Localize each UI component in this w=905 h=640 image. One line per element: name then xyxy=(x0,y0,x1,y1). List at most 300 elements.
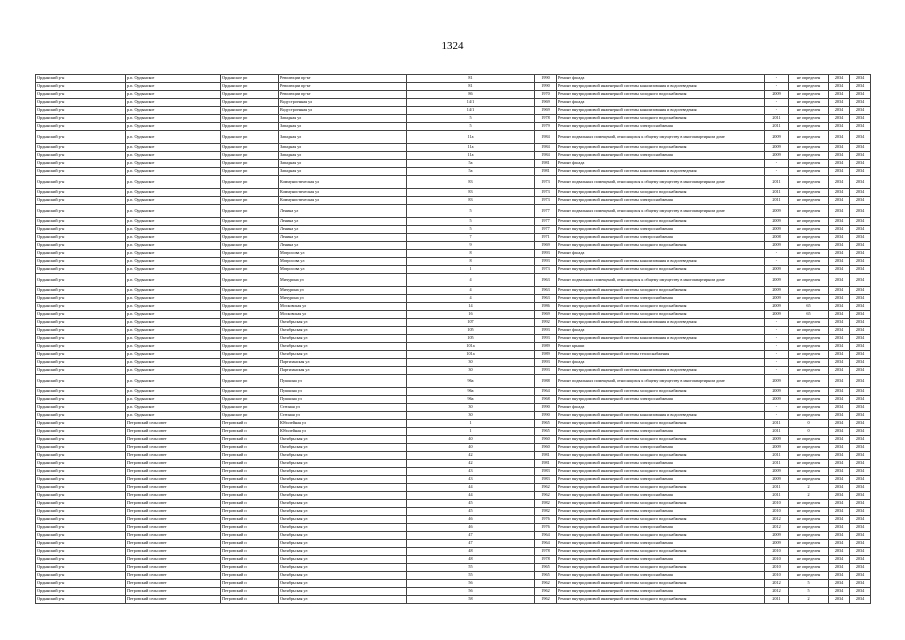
cell-year-built: 1964 xyxy=(535,532,557,540)
cell-municipality: р.п. Ордынское xyxy=(126,189,221,197)
cell-year-built: 1990 xyxy=(535,83,557,91)
cell-cost: не определен xyxy=(789,99,829,107)
cell-plan-start: 2034 xyxy=(829,596,850,604)
cell-cost: не определен xyxy=(789,107,829,115)
cell-year-built: 1962 xyxy=(535,492,557,500)
cell-street: Ленина ул xyxy=(279,226,407,234)
cell-street: Юбилейная ул xyxy=(279,428,407,436)
cell-plan-end: 2034 xyxy=(850,115,871,123)
cell-street: Ленина ул xyxy=(279,218,407,226)
cell-plan-end: 2034 xyxy=(850,327,871,335)
cell-plan-start: 2034 xyxy=(829,572,850,580)
cell-last-repair-year: 2009 xyxy=(765,152,789,160)
cell-house-number: 8 xyxy=(407,250,535,258)
cell-street: Московская ул xyxy=(279,311,407,319)
cell-district: Ордынский р-н xyxy=(36,250,126,258)
cell-last-repair-year: 2010 xyxy=(765,572,789,580)
cell-plan-end: 2034 xyxy=(850,436,871,444)
cell-cost: не определен xyxy=(789,123,829,131)
cell-last-repair-year: 2009 xyxy=(765,476,789,484)
cell-last-repair-year: 2012 xyxy=(765,516,789,524)
cell-plan-end: 2034 xyxy=(850,548,871,556)
cell-municipality: Петровский сельсовет xyxy=(126,460,221,468)
cell-plan-end: 2034 xyxy=(850,588,871,596)
cell-plan-end: 2034 xyxy=(850,266,871,274)
cell-plan-end: 2034 xyxy=(850,412,871,420)
cell-year-built: 1962 xyxy=(535,596,557,604)
cell-plan-start: 2034 xyxy=(829,500,850,508)
cell-plan-end: 2034 xyxy=(850,572,871,580)
cell-year-built: 1977 xyxy=(535,205,557,218)
table-row xyxy=(36,258,871,266)
cell-last-repair-year: - xyxy=(765,367,789,375)
table-row xyxy=(36,492,871,500)
cell-plan-end: 2034 xyxy=(850,524,871,532)
cell-cost: не определен xyxy=(789,131,829,144)
cell-district: Ордынский р-н xyxy=(36,258,126,266)
table-row xyxy=(36,359,871,367)
cell-cost: не определен xyxy=(789,452,829,460)
cell-cost: 65 xyxy=(789,303,829,311)
cell-year-built: 1984 xyxy=(535,144,557,152)
cell-year-built: 1976 xyxy=(535,516,557,524)
cell-year-built: 1963 xyxy=(535,295,557,303)
cell-house-number: 47 xyxy=(407,532,535,540)
table-row xyxy=(36,176,871,189)
cell-work-type: Ремонт внутридомовой инженерной системы электроснабжения xyxy=(557,152,765,160)
cell-municipality: р.п. Ордынское xyxy=(126,266,221,274)
cell-year-built: 1969 xyxy=(535,311,557,319)
cell-house-number: 11а xyxy=(407,144,535,152)
cell-settlement: Петровский п xyxy=(221,436,279,444)
cell-cost: не определен xyxy=(789,564,829,572)
cell-plan-start: 2034 xyxy=(829,75,850,83)
cell-municipality: р.п. Ордынское xyxy=(126,335,221,343)
cell-last-repair-year: 2011 xyxy=(765,596,789,604)
cell-street: Западная ул xyxy=(279,123,407,131)
cell-settlement: Петровский п xyxy=(221,580,279,588)
cell-last-repair-year: - xyxy=(765,404,789,412)
table-row xyxy=(36,524,871,532)
cell-plan-end: 2034 xyxy=(850,218,871,226)
cell-year-built: 1989 xyxy=(535,343,557,351)
cell-house-number: 101а xyxy=(407,351,535,359)
cell-district: Ордынский р-н xyxy=(36,436,126,444)
cell-work-type: Ремонт внутридомовой инженерной системы канализования и водоотведения xyxy=(557,367,765,375)
cell-last-repair-year: - xyxy=(765,99,789,107)
cell-work-type: Ремонт внутридомовой инженерной системы холодного водоснабжения xyxy=(557,548,765,556)
cell-plan-end: 2034 xyxy=(850,420,871,428)
cell-plan-start: 2034 xyxy=(829,107,850,115)
cell-last-repair-year: - xyxy=(765,319,789,327)
cell-district: Ордынский р-н xyxy=(36,548,126,556)
table-row xyxy=(36,343,871,351)
cell-settlement: Ордынское рп xyxy=(221,168,279,176)
cell-cost: не определен xyxy=(789,548,829,556)
cell-year-built: 1962 xyxy=(535,580,557,588)
cell-work-type: Ремонт фасада xyxy=(557,327,765,335)
cell-district: Ордынский р-н xyxy=(36,115,126,123)
cell-street: Октябрьская ул xyxy=(279,564,407,572)
cell-district: Ордынский р-н xyxy=(36,556,126,564)
cell-house-number: 7 xyxy=(407,234,535,242)
cell-cost: не определен xyxy=(789,572,829,580)
cell-cost: не определен xyxy=(789,144,829,152)
table-row xyxy=(36,367,871,375)
cell-plan-start: 2034 xyxy=(829,311,850,319)
cell-district: Ордынский р-н xyxy=(36,274,126,287)
cell-plan-end: 2034 xyxy=(850,492,871,500)
cell-work-type: Ремонт подвальных помещений, относящихся к общему имуществу в многоквартирном доме xyxy=(557,205,765,218)
cell-street: Октябрьская ул xyxy=(279,436,407,444)
cell-house-number: 42 xyxy=(407,452,535,460)
cell-house-number: 5 xyxy=(407,115,535,123)
cell-house-number: 14 xyxy=(407,303,535,311)
cell-settlement: Ордынское рп xyxy=(221,83,279,91)
cell-cost: не определен xyxy=(789,176,829,189)
cell-street: Октябрьская ул xyxy=(279,572,407,580)
cell-municipality: Петровский сельсовет xyxy=(126,468,221,476)
cell-settlement: Ордынское рп xyxy=(221,258,279,266)
cell-work-type: Ремонт внутридомовой инженерной системы холодного водоснабжения xyxy=(557,287,765,295)
table-row xyxy=(36,83,871,91)
table-row xyxy=(36,123,871,131)
cell-last-repair-year: 2008 xyxy=(765,234,789,242)
cell-municipality: Петровский сельсовет xyxy=(126,564,221,572)
cell-street: Октябрьская ул xyxy=(279,492,407,500)
cell-plan-start: 2034 xyxy=(829,226,850,234)
cell-settlement: Петровский п xyxy=(221,492,279,500)
cell-municipality: Петровский сельсовет xyxy=(126,572,221,580)
cell-year-built: 1977 xyxy=(535,226,557,234)
cell-plan-start: 2034 xyxy=(829,131,850,144)
cell-cost: не определен xyxy=(789,205,829,218)
cell-plan-end: 2034 xyxy=(850,75,871,83)
cell-last-repair-year: 2009 xyxy=(765,131,789,144)
cell-plan-end: 2034 xyxy=(850,452,871,460)
cell-cost: не определен xyxy=(789,250,829,258)
cell-work-type: Ремонт внутридомовой инженерной системы холодного водоснабжения xyxy=(557,144,765,152)
cell-district: Ордынский р-н xyxy=(36,303,126,311)
cell-settlement: Ордынское рп xyxy=(221,404,279,412)
cell-street: Матросова ул xyxy=(279,258,407,266)
cell-plan-start: 2034 xyxy=(829,351,850,359)
cell-year-built: 1984 xyxy=(535,131,557,144)
cell-cost: не определен xyxy=(789,556,829,564)
cell-cost: не определен xyxy=(789,152,829,160)
cell-cost: не определен xyxy=(789,160,829,168)
table-row xyxy=(36,107,871,115)
cell-last-repair-year: 2009 xyxy=(765,91,789,99)
cell-district: Ордынский р-н xyxy=(36,596,126,604)
cell-cost: не определен xyxy=(789,327,829,335)
cell-work-type: Ремонт внутридомовой инженерной системы канализования и водоотведения xyxy=(557,258,765,266)
cell-work-type: Ремонт подвальных помещений, относящихся к общему имуществу в многоквартирном доме xyxy=(557,176,765,189)
cell-house-number: 4 xyxy=(407,295,535,303)
table-row xyxy=(36,396,871,404)
cell-settlement: Ордынское рп xyxy=(221,99,279,107)
table-row xyxy=(36,335,871,343)
table-row xyxy=(36,75,871,83)
table-row xyxy=(36,205,871,218)
cell-house-number: 43 xyxy=(407,476,535,484)
cell-street: Октябрьская ул xyxy=(279,508,407,516)
cell-settlement: Петровский п xyxy=(221,564,279,572)
cell-work-type: Ремонт внутридомовой инженерной системы электроснабжения xyxy=(557,396,765,404)
cell-district: Ордынский р-н xyxy=(36,189,126,197)
cell-year-built: 1969 xyxy=(535,99,557,107)
cell-settlement: Петровский п xyxy=(221,532,279,540)
cell-work-type: Ремонт внутридомовой инженерной системы холодного водоснабжения xyxy=(557,189,765,197)
cell-settlement: Ордынское рп xyxy=(221,115,279,123)
cell-work-type: Ремонт фасада xyxy=(557,404,765,412)
cell-street: Октябрьская ул xyxy=(279,452,407,460)
cell-cost: не определен xyxy=(789,404,829,412)
cell-plan-end: 2034 xyxy=(850,176,871,189)
cell-street: Ленина ул xyxy=(279,234,407,242)
cell-work-type: Ремонт внутридомовой инженерной системы холодного водоснабжения xyxy=(557,218,765,226)
cell-plan-end: 2034 xyxy=(850,242,871,250)
cell-street: Юбилейная ул xyxy=(279,420,407,428)
cell-house-number: 8 xyxy=(407,258,535,266)
cell-plan-start: 2034 xyxy=(829,303,850,311)
cell-plan-end: 2034 xyxy=(850,83,871,91)
cell-house-number: 86 xyxy=(407,91,535,99)
cell-house-number: 1 xyxy=(407,266,535,274)
cell-cost: не определен xyxy=(789,444,829,452)
cell-last-repair-year: 2010 xyxy=(765,548,789,556)
cell-settlement: Петровский п xyxy=(221,484,279,492)
cell-last-repair-year: 2010 xyxy=(765,564,789,572)
cell-settlement: Ордынское рп xyxy=(221,160,279,168)
cell-settlement: Петровский п xyxy=(221,524,279,532)
cell-house-number: 30 xyxy=(407,367,535,375)
cell-settlement: Ордынское рп xyxy=(221,107,279,115)
cell-last-repair-year: - xyxy=(765,343,789,351)
cell-street: Матросова ул xyxy=(279,250,407,258)
cell-year-built: 1981 xyxy=(535,460,557,468)
cell-district: Ордынский р-н xyxy=(36,144,126,152)
cell-district: Ордынский р-н xyxy=(36,83,126,91)
cell-work-type: Ремонт внутридомовой инженерной системы холодного водоснабжения xyxy=(557,532,765,540)
cell-settlement: Ордынское рп xyxy=(221,242,279,250)
cell-plan-start: 2034 xyxy=(829,367,850,375)
table-row xyxy=(36,234,871,242)
cell-cost: не определен xyxy=(789,351,829,359)
cell-cost: не определен xyxy=(789,388,829,396)
cell-plan-start: 2034 xyxy=(829,396,850,404)
cell-street: Западная ул xyxy=(279,131,407,144)
cell-year-built: 1969 xyxy=(535,242,557,250)
cell-settlement: Ордынское рп xyxy=(221,359,279,367)
cell-municipality: Петровский сельсовет xyxy=(126,484,221,492)
cell-work-type: Ремонт внутридомовой инженерной системы электроснабжения xyxy=(557,524,765,532)
cell-work-type: Ремонт фасада xyxy=(557,160,765,168)
cell-municipality: р.п. Ордынское xyxy=(126,197,221,205)
cell-plan-start: 2034 xyxy=(829,205,850,218)
table-row xyxy=(36,484,871,492)
cell-work-type: Ремонт внутридомовой инженерной системы канализования и водоотведения xyxy=(557,319,765,327)
cell-plan-start: 2034 xyxy=(829,468,850,476)
table-row xyxy=(36,588,871,596)
cell-work-type: Ремонт фасада xyxy=(557,99,765,107)
cell-plan-start: 2034 xyxy=(829,91,850,99)
cell-plan-end: 2034 xyxy=(850,508,871,516)
cell-district: Ордынский р-н xyxy=(36,295,126,303)
cell-municipality: р.п. Ордынское xyxy=(126,404,221,412)
cell-settlement: Ордынское рп xyxy=(221,303,279,311)
cell-work-type: Ремонт подвальных помещений, относящихся к общему имуществу в многоквартирном доме xyxy=(557,274,765,287)
cell-house-number: 44 xyxy=(407,492,535,500)
cell-municipality: р.п. Ордынское xyxy=(126,388,221,396)
table-row xyxy=(36,160,871,168)
cell-year-built: 1973 xyxy=(535,189,557,197)
cell-house-number: 43 xyxy=(407,468,535,476)
cell-house-number: 45 xyxy=(407,508,535,516)
cell-cost: не определен xyxy=(789,91,829,99)
cell-district: Ордынский р-н xyxy=(36,123,126,131)
cell-house-number: 81 xyxy=(407,83,535,91)
cell-cost: не определен xyxy=(789,468,829,476)
cell-settlement: Ордынское рп xyxy=(221,75,279,83)
cell-municipality: р.п. Ордынское xyxy=(126,319,221,327)
cell-last-repair-year: 2009 xyxy=(765,396,789,404)
cell-plan-end: 2034 xyxy=(850,319,871,327)
cell-plan-end: 2034 xyxy=(850,99,871,107)
cell-cost: не определен xyxy=(789,319,829,327)
cell-settlement: Ордынское рп xyxy=(221,274,279,287)
cell-year-built: 1981 xyxy=(535,452,557,460)
cell-street: Коммунистическая ул xyxy=(279,189,407,197)
cell-district: Ордынский р-н xyxy=(36,540,126,548)
table-row xyxy=(36,580,871,588)
cell-house-number: 5 xyxy=(407,226,535,234)
cell-plan-end: 2034 xyxy=(850,404,871,412)
cell-house-number: 4 xyxy=(407,274,535,287)
cell-street: Октябрьская ул xyxy=(279,500,407,508)
cell-year-built: 1965 xyxy=(535,420,557,428)
cell-year-built: 1973 xyxy=(535,176,557,189)
cell-municipality: р.п. Ордынское xyxy=(126,168,221,176)
cell-plan-start: 2034 xyxy=(829,83,850,91)
cell-house-number: 5 xyxy=(407,218,535,226)
table-row xyxy=(36,311,871,319)
cell-last-repair-year: 2009 xyxy=(765,242,789,250)
cell-cost: не определен xyxy=(789,242,829,250)
cell-municipality: р.п. Ордынское xyxy=(126,160,221,168)
cell-district: Ордынский р-н xyxy=(36,428,126,436)
cell-settlement: Петровский п xyxy=(221,572,279,580)
cell-plan-start: 2034 xyxy=(829,476,850,484)
cell-cost: не определен xyxy=(789,540,829,548)
cell-last-repair-year: 2010 xyxy=(765,556,789,564)
cell-district: Ордынский р-н xyxy=(36,420,126,428)
cell-work-type: Ремонт внутридомовой инженерной системы холодного водоснабжения xyxy=(557,311,765,319)
cell-municipality: р.п. Ордынское xyxy=(126,311,221,319)
table-row xyxy=(36,428,871,436)
cell-year-built: 1983 xyxy=(535,476,557,484)
cell-house-number: 101а xyxy=(407,343,535,351)
cell-street: Октябрьская ул xyxy=(279,532,407,540)
cell-municipality: р.п. Ордынское xyxy=(126,351,221,359)
table-row xyxy=(36,218,871,226)
cell-district: Ордынский р-н xyxy=(36,319,126,327)
cell-district: Ордынский р-н xyxy=(36,351,126,359)
cell-street: Матросова ул xyxy=(279,266,407,274)
cell-year-built: 1971 xyxy=(535,234,557,242)
cell-work-type: Ремонт внутридомовой инженерной системы холодного водоснабжения xyxy=(557,580,765,588)
cell-district: Ордынский р-н xyxy=(36,266,126,274)
cell-plan-end: 2034 xyxy=(850,205,871,218)
cell-work-type: Ремонт крыши xyxy=(557,343,765,351)
cell-district: Ордынский р-н xyxy=(36,516,126,524)
cell-plan-start: 2034 xyxy=(829,359,850,367)
cell-plan-start: 2034 xyxy=(829,452,850,460)
table-row xyxy=(36,197,871,205)
cell-plan-start: 2034 xyxy=(829,250,850,258)
cell-house-number: 44 xyxy=(407,484,535,492)
cell-settlement: Петровский п xyxy=(221,468,279,476)
cell-year-built: 1993 xyxy=(535,258,557,266)
cell-district: Ордынский р-н xyxy=(36,168,126,176)
cell-district: Ордынский р-н xyxy=(36,444,126,452)
cell-settlement: Ордынское рп xyxy=(221,327,279,335)
cell-plan-start: 2034 xyxy=(829,420,850,428)
table-row xyxy=(36,152,871,160)
cell-last-repair-year: 2009 xyxy=(765,436,789,444)
cell-year-built: 1993 xyxy=(535,335,557,343)
cell-settlement: Ордынское рп xyxy=(221,226,279,234)
cell-work-type: Ремонт внутридомовой инженерной системы электроснабжения xyxy=(557,540,765,548)
cell-street: Революции пр-кт xyxy=(279,91,407,99)
cell-plan-start: 2034 xyxy=(829,189,850,197)
cell-district: Ордынский р-н xyxy=(36,91,126,99)
cell-plan-end: 2034 xyxy=(850,274,871,287)
cell-year-built: 1990 xyxy=(535,412,557,420)
table-row xyxy=(36,468,871,476)
cell-cost: не определен xyxy=(789,359,829,367)
table-row xyxy=(36,266,871,274)
cell-settlement: Ордынское рп xyxy=(221,335,279,343)
cell-work-type: Ремонт внутридомовой инженерной системы холодного водоснабжения xyxy=(557,242,765,250)
cell-year-built: 1973 xyxy=(535,266,557,274)
cell-street: Октябрьская ул xyxy=(279,476,407,484)
cell-settlement: Ордынское рп xyxy=(221,205,279,218)
table-row xyxy=(36,242,871,250)
cell-municipality: р.п. Ордынское xyxy=(126,144,221,152)
cell-year-built: 1969 xyxy=(535,107,557,115)
cell-last-repair-year: 2012 xyxy=(765,580,789,588)
cell-last-repair-year: - xyxy=(765,359,789,367)
cell-municipality: р.п. Ордынское xyxy=(126,91,221,99)
cell-plan-start: 2034 xyxy=(829,540,850,548)
cell-municipality: Петровский сельсовет xyxy=(126,428,221,436)
cell-settlement: Ордынское рп xyxy=(221,343,279,351)
cell-cost: не определен xyxy=(789,524,829,532)
cell-district: Ордынский р-н xyxy=(36,197,126,205)
cell-last-repair-year: 2009 xyxy=(765,266,789,274)
cell-plan-end: 2034 xyxy=(850,540,871,548)
cell-house-number: 4 xyxy=(407,287,535,295)
cell-year-built: 1965 xyxy=(535,428,557,436)
cell-plan-end: 2034 xyxy=(850,144,871,152)
cell-district: Ордынский р-н xyxy=(36,99,126,107)
cell-municipality: р.п. Ордынское xyxy=(126,359,221,367)
cell-district: Ордынский р-н xyxy=(36,205,126,218)
table-row xyxy=(36,460,871,468)
cell-cost: 0 xyxy=(789,428,829,436)
cell-settlement: Петровский п xyxy=(221,500,279,508)
